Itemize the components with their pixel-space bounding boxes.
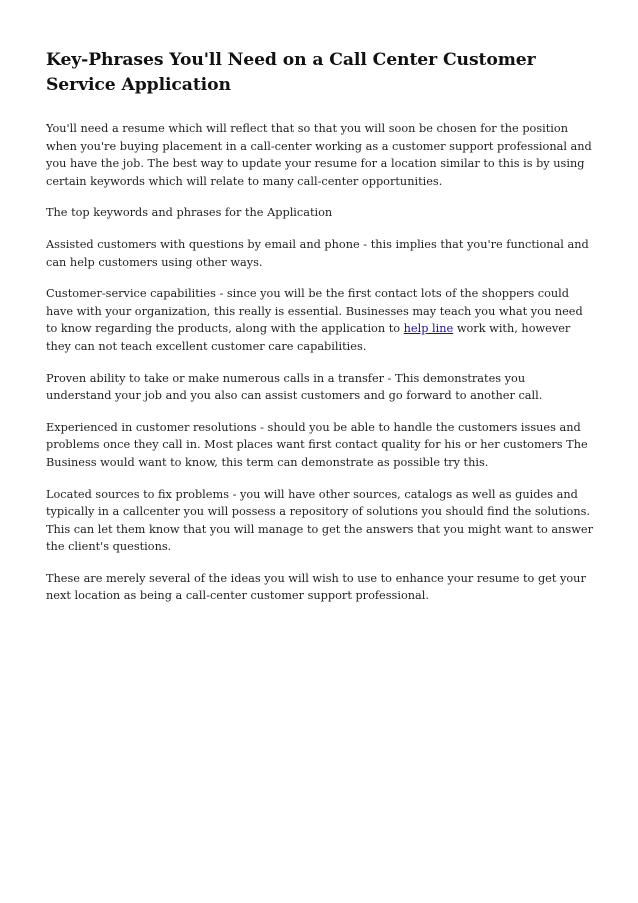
paragraph-proven-ability: Proven ability to take or make numerous calls in a transfer - This demonstrates you understand your job and you also can assist customers and go forward to another call. [46, 371, 543, 403]
paragraph-assisted-customers: Assisted customers with questions by email and phone - this implies that you're functional and can help customers using other ways. [46, 237, 589, 269]
paragraph-text-after-link: work with, however they can not teach excellent customer care capabilities. [46, 322, 571, 353]
document-title: Key-Phrases You'll Need on a Call Center Customer Service Application [46, 50, 536, 95]
help-line-link[interactable]: help line [403, 322, 454, 336]
paragraph-conclusion: These are merely several of the ideas you will wish to use to enhance your resume to get your next location as being a call-center customer support professional. [46, 571, 586, 603]
paragraph-customer-service-capabilities [46, 285, 594, 355]
paragraph-text-before-link: Customer-service capabilities - since you will be the first contact lots of the shoppers could have with your organization, this really is essential. Businesses may teach you what you need to know regarding the products, along with the application to [46, 287, 583, 336]
paragraph-customer-resolutions: Experienced in customer resolutions - should you be able to handle the customers issues and problems once they call in. Most places want first contact quality for his or her customers The Business would want to know, this term can demonstrate as possible try this. [46, 420, 588, 469]
paragraph-keywords-heading: The top keywords and phrases for the Application [46, 206, 333, 220]
paragraph-intro: You'll need a resume which will reflect that so that you will soon be chosen for the position when you're buying placement in a call-center working as a customer support professional and you have the job. The best way to update your resume for a location similar to this is by using certain keywords which will relate to many call-center opportunities. [46, 122, 592, 188]
paragraph-located-sources: Located sources to fix problems - you will have other sources, catalogs as well as guides and typically in a callcenter you will possess a repository of solutions you should find the solutions. This can let them know that you will manage to get the answers that you might want to answer the client's questions. [46, 487, 593, 554]
